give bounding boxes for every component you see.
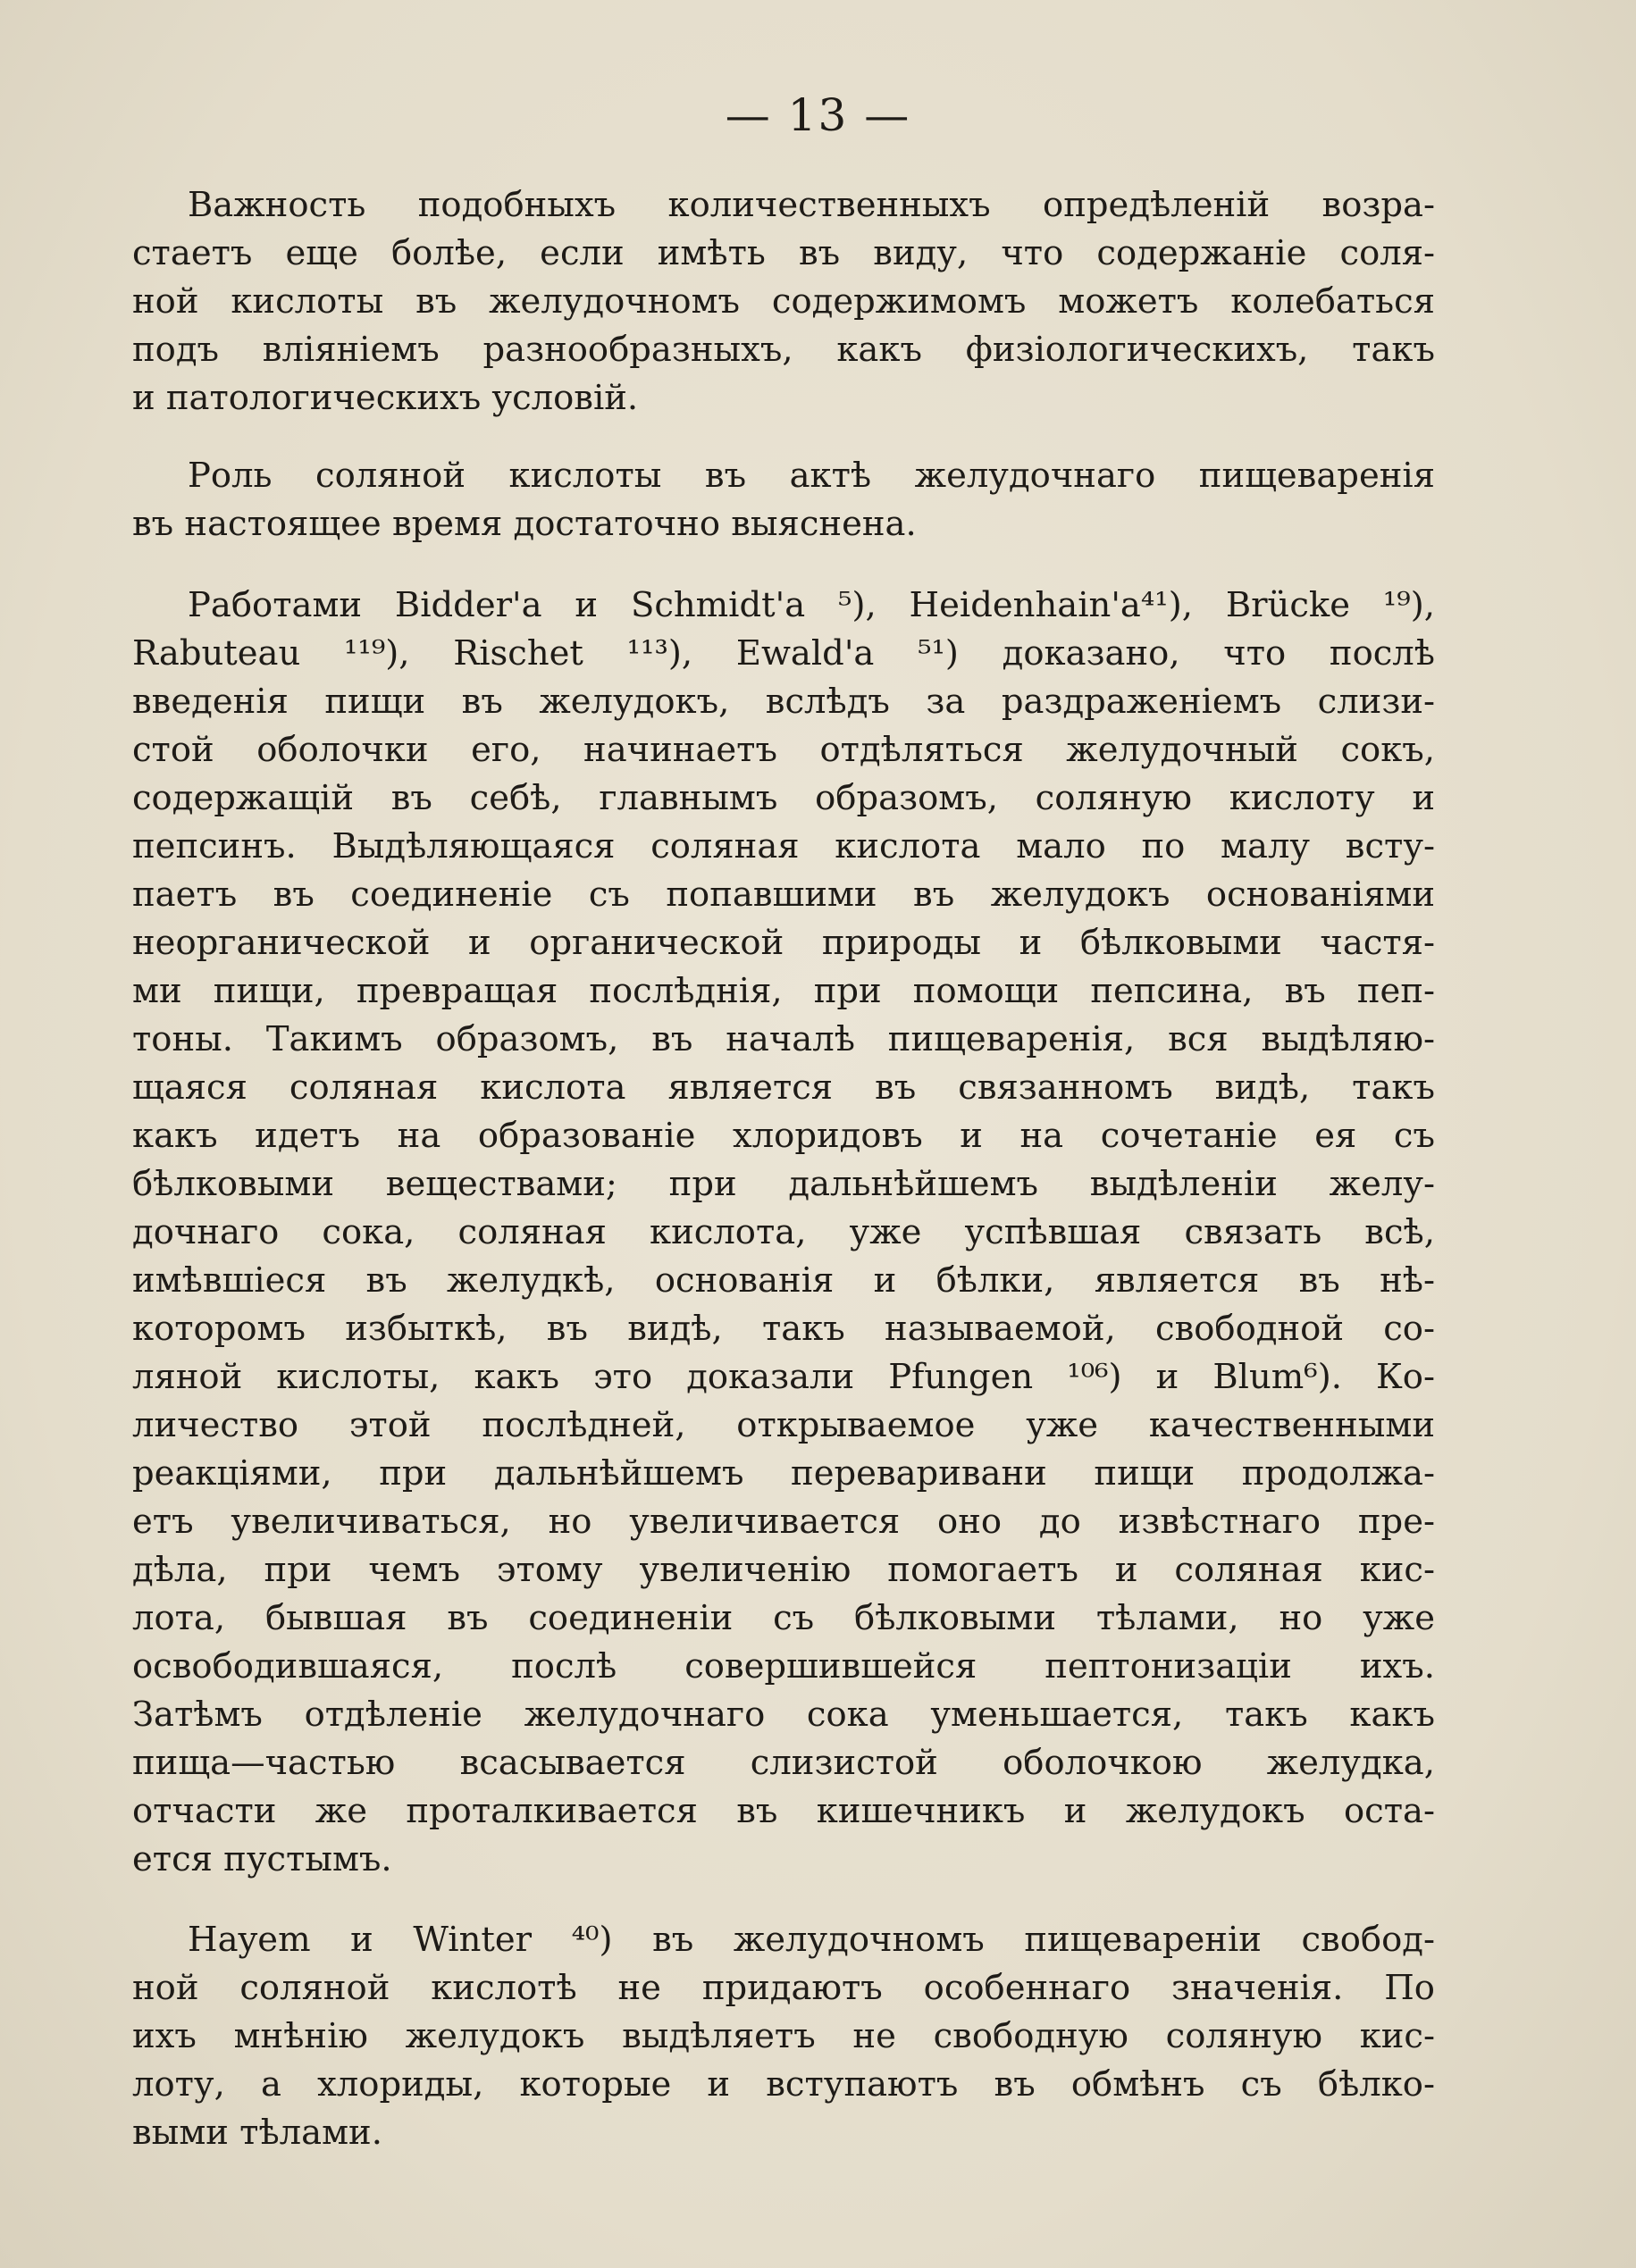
text-line: освободившаяся, послѣ совершившейся пептонизаціи ихъ.: [132, 1646, 1435, 1686]
text-line: неорганической и органической природы и бѣлковыми частя-: [132, 923, 1435, 963]
text-line: личество этой послѣдней, открываемое уже качественными: [132, 1405, 1435, 1445]
text-line: которомъ избыткѣ, въ видѣ, такъ называемой, свободной со-: [132, 1309, 1435, 1349]
text-line: имѣвшіеся въ желудкѣ, основанія и бѣлки, является въ нѣ-: [132, 1260, 1435, 1301]
text-line: стаетъ еще болѣе, если имѣть въ виду, что содержаніе соля-: [132, 233, 1435, 273]
text-line: ется пустымъ.: [132, 1839, 392, 1879]
text-line: паетъ въ соединеніе съ попавшими въ желудокъ основаніями: [132, 875, 1435, 915]
text-line: бѣлковыми веществами; при дальнѣйшемъ выдѣленіи желу-: [132, 1164, 1435, 1204]
text-line: лоту, а хлориды, которые и вступаютъ въ обмѣнъ съ бѣлко-: [132, 2064, 1435, 2105]
text-line: ной кислоты въ желудочномъ содержимомъ можетъ колебаться: [132, 281, 1435, 322]
paragraph: [132, 582, 1435, 1884]
text-line: Роль соляной кислоты въ актѣ желудочнаго пищеваренія: [188, 456, 1435, 496]
text-line: ихъ мнѣнію желудокъ выдѣляетъ не свободную соляную кис-: [132, 2016, 1435, 2056]
text-line: Работами Bidder'a и Schmidt'a ⁵), Heidenhain'a⁴¹), Brücke ¹⁹),: [188, 585, 1435, 625]
text-line: Важность подобныхъ количественныхъ опредѣленій возра-: [188, 185, 1435, 225]
text-line: выми тѣлами.: [132, 2113, 382, 2153]
text-line: щаяся соляная кислота является въ связанномъ видѣ, такъ: [132, 1067, 1435, 1108]
text-line: пища—частью всасывается слизистой оболочкою желудка,: [132, 1743, 1435, 1783]
text-line: ляной кислоты, какъ это доказали Pfungen ¹⁰⁶) и Blum⁶). Ко-: [132, 1357, 1435, 1397]
paragraph: [132, 181, 1435, 423]
text-line: тоны. Такимъ образомъ, въ началѣ пищеваренія, вся выдѣляю-: [132, 1019, 1435, 1059]
paragraph: [132, 1916, 1435, 2157]
text-line: ной соляной кислотѣ не придаютъ особеннаго значенія. По: [132, 1968, 1435, 2008]
paragraph: [132, 452, 1435, 548]
text-line: стой оболочки его, начинаетъ отдѣляться желудочный сокъ,: [132, 730, 1435, 770]
text-line: дѣла, при чемъ этому увеличенію помогаетъ и соляная кис-: [132, 1550, 1435, 1590]
text-line: лота, бывшая въ соединеніи съ бѣлковыми тѣлами, но уже: [132, 1598, 1435, 1638]
text-line: Rabuteau ¹¹⁹), Rischet ¹¹³), Ewald'a ⁵¹) доказано, что послѣ: [132, 633, 1435, 674]
text-line: содержащій въ себѣ, главнымъ образомъ, соляную кислоту и: [132, 778, 1435, 818]
text-line: и патологическихъ условій.: [132, 378, 639, 418]
text-line: етъ увеличиваться, но увеличивается оно до извѣстнаго пре-: [132, 1502, 1435, 1542]
body-text: [132, 181, 1435, 2157]
text-line: дочнаго сока, соляная кислота, уже успѣвшая связать всѣ,: [132, 1212, 1435, 1252]
text-line: какъ идетъ на образованіе хлоридовъ и на сочетаніе ея съ: [132, 1116, 1435, 1156]
text-line: реакціями, при дальнѣйшемъ переваривани пищи продолжа-: [132, 1453, 1435, 1494]
text-line: отчасти же проталкивается въ кишечникъ и желудокъ оста-: [132, 1791, 1435, 1831]
text-line: Hayem и Winter ⁴⁰) въ желудочномъ пищевареніи свобод-: [188, 1920, 1435, 1960]
text-line: ми пищи, превращая послѣднія, при помощи пепсина, въ пеп-: [132, 971, 1435, 1011]
text-line: введенія пищи въ желудокъ, вслѣдъ за раздраженіемъ слизи-: [132, 682, 1435, 722]
text-line: Затѣмъ отдѣленіе желудочнаго сока уменьшается, такъ какъ: [132, 1695, 1435, 1735]
text-line: подъ вліяніемъ разнообразныхъ, какъ физіологическихъ, такъ: [132, 330, 1435, 370]
text-line: въ настоящее время достаточно выяснена.: [132, 504, 917, 544]
page-number: — 13 —: [725, 89, 911, 141]
text-line: пепсинъ. Выдѣляющаяся соляная кислота мало по малу всту-: [132, 826, 1435, 866]
